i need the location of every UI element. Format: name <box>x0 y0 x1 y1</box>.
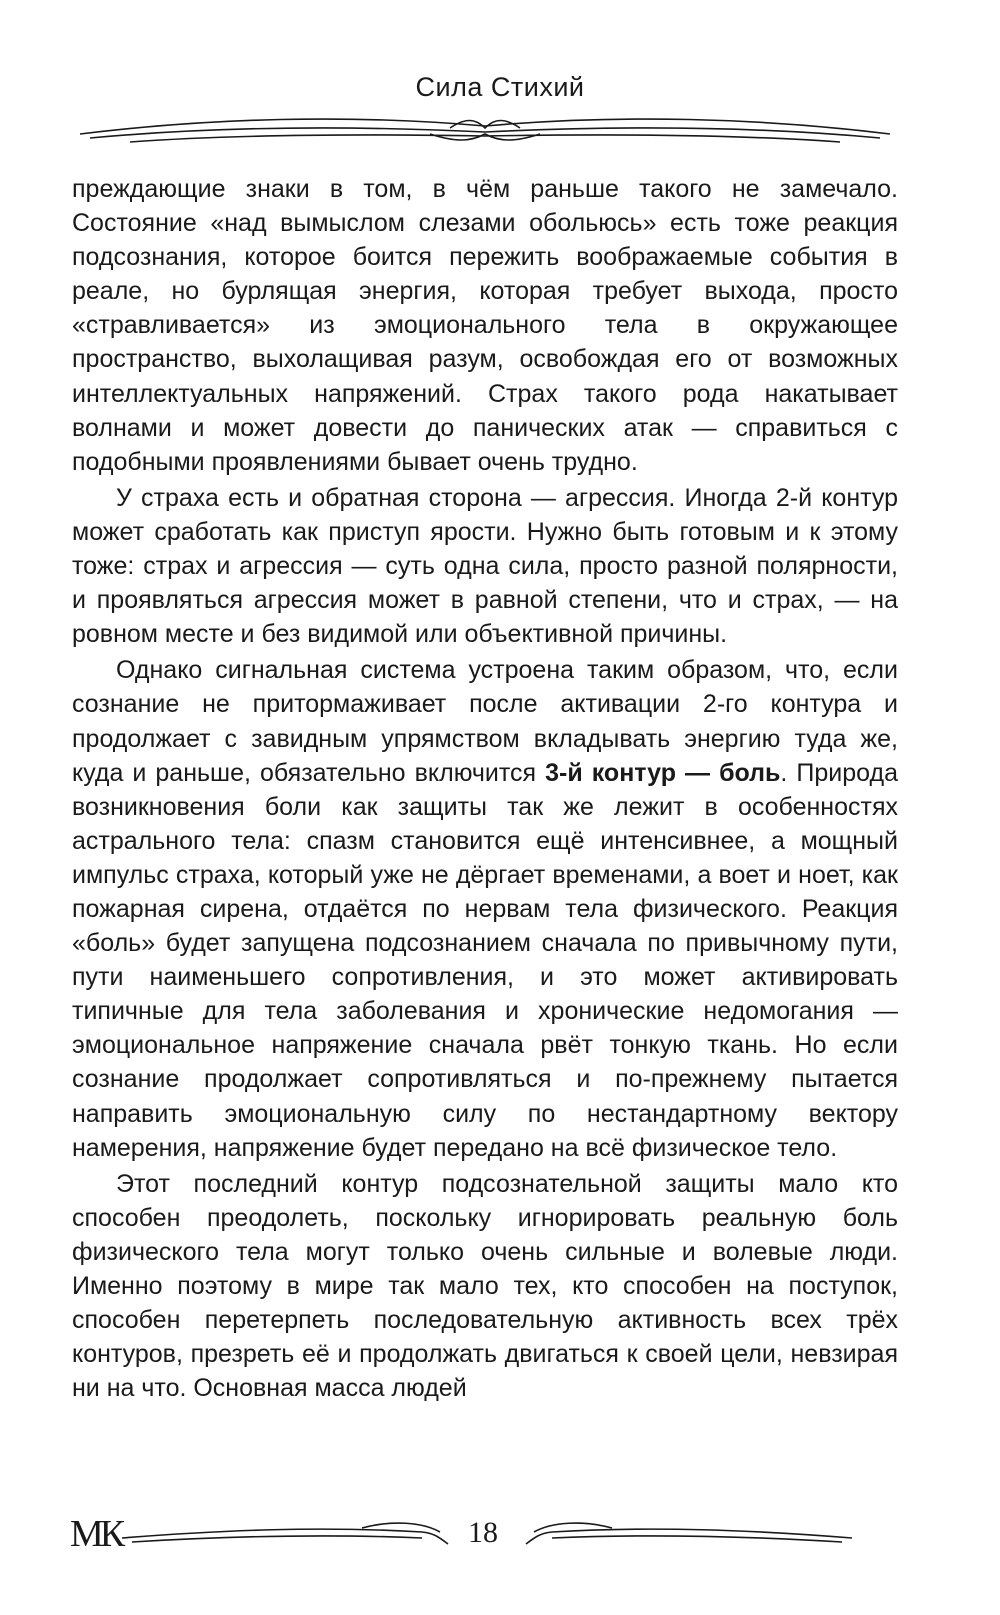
paragraph-3-text-start: Однако сигнальная система устроена таким образом, что, если сознание не притормаживает после активации 2-го контура и продолжает с завидным упрямством вкладывать энергию туда же, куда и раньше, обязательно включится <box>72 656 898 787</box>
header-ornament <box>70 112 900 150</box>
paragraph-4: Этот последний контур подсознательной защиты мало кто способен преодолеть, поскольку игнорировать реальную боль физического тела могут только очень сильные и волевые люди. Именно поэтому в мире так мало тех, кто способен на поступок, способен перетерпеть последовательную активность всех трёх контуров, презреть её и продолжать двигаться к своей цели, невзирая ни на что. Основная масса людей <box>72 1169 898 1403</box>
paragraph-2: У страха есть и обратная сторона — агрессия. Иногда 2-й контур может сработать как приступ ярости. Нужно быть готовым и к этому тоже: страх и агрессия — суть одна сила, просто разной полярности, и проявляться агрессия может в равной степени, что и страх, — на ровном месте и без видимой или объективной причины. <box>72 483 898 649</box>
paragraph-3-text-end: . Природа возникновения боли как защиты так же лежит в особенностях астрального тела: спазм становится ещё интенсивнее, а мощный импульс страха, который уже не дёргает временами, а воет и ноет, как пожарная сирена, отдаётся по нервам тела физического. Реакция «боль» будет запущена подсознанием сначала по привычному пути, пути наименьшего сопротивления, и это может активировать типичные для тела заболевания и хронические недомогания — эмоциональное напряжение сначала рвёт тонкую ткань. Но если сознание продолжает сопротивляться и по-прежнему пытается направить эмоциональную силу по нестандартному вектору намерения, напряжение будет передано на всё физическое тело. <box>72 758 898 1162</box>
paragraph-1: преждающие знаки в том, в чём раньше такого не замечало. Состояние «над вымыслом слезами обольюсь» есть тоже реакция подсознания, которое боится пережить воображаемые события в реале, но бурлящая энергия, которая требует выхода, просто «стравливается» из эмоционального тела в окружающее пространство, выхолащивая разум, освобождая его от возможных интеллектуальных напряжений. Страх такого рода накатывает волнами и может довести до панических атак — справиться с подобными проявлениями бывает очень трудно. <box>72 175 898 476</box>
paragraph-3-bold-term: 3-й контур — боль <box>545 758 781 787</box>
page-body <box>72 172 898 1407</box>
paragraph-3 <box>72 653 898 1164</box>
footer-ornament-right <box>522 1518 852 1552</box>
running-header: Сила Стихий <box>415 72 585 102</box>
footer-ornament-left <box>122 1518 452 1552</box>
publisher-logo: МК <box>70 1513 122 1555</box>
page-footer <box>0 1508 1000 1568</box>
page-number: 18 <box>468 1516 498 1549</box>
